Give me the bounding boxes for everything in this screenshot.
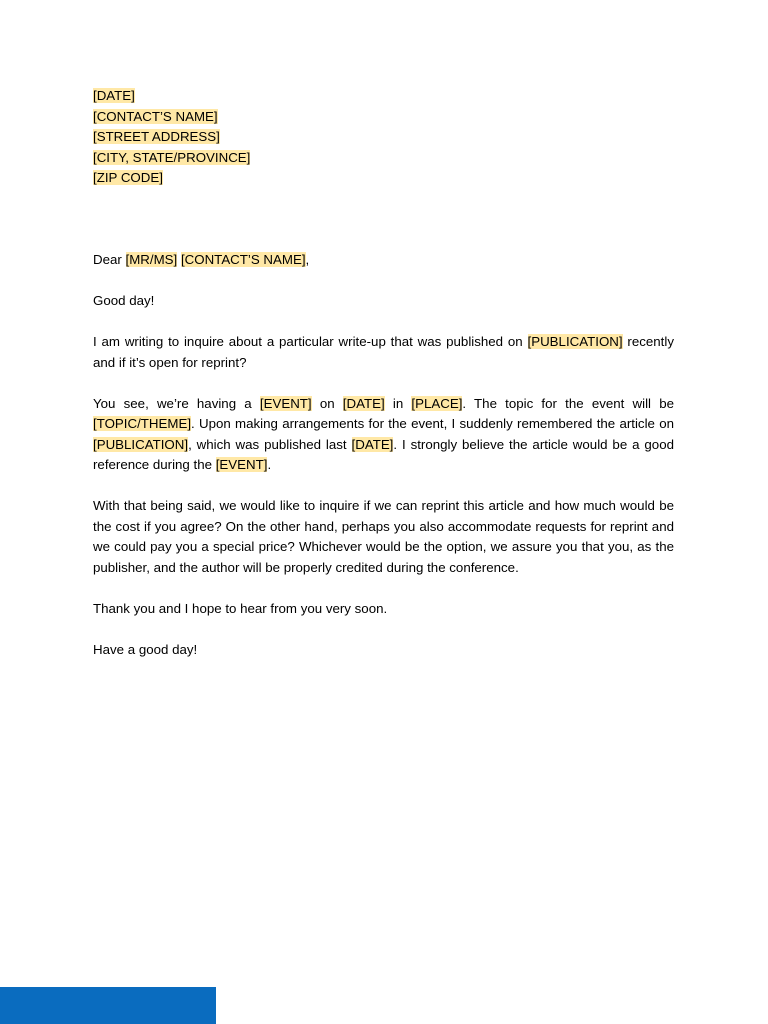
place-placeholder: [PLACE] xyxy=(411,395,463,411)
salutation-prefix: Dear xyxy=(93,252,126,267)
text-run: You see, we’re having a xyxy=(93,395,260,411)
event-placeholder: [EVENT] xyxy=(259,395,312,411)
text-run: recently and if it’s open for reprint? xyxy=(93,334,674,370)
paragraph-thanks: Thank you and I hope to hear from you very soon. xyxy=(93,600,388,616)
text-run: . Upon making arrangements for the event, I suddenly remembered the article on xyxy=(191,416,674,431)
salutation xyxy=(93,250,674,271)
event-placeholder: [EVENT] xyxy=(215,457,268,472)
date-placeholder: [DATE] xyxy=(351,436,394,452)
salutation-title-placeholder: [MR/MS] xyxy=(125,252,178,267)
publication-placeholder: [PUBLICATION] xyxy=(527,334,623,349)
address-line xyxy=(93,107,674,128)
footer-accent-bar xyxy=(0,987,216,1024)
date-line xyxy=(93,86,674,107)
topic-placeholder: [TOPIC/THEME] xyxy=(93,416,192,431)
address-line xyxy=(93,148,674,169)
street-address-placeholder: [STREET ADDRESS] xyxy=(93,129,220,144)
publication-placeholder: [PUBLICATION] xyxy=(93,436,189,452)
date-placeholder: [DATE] xyxy=(93,88,135,103)
address-block xyxy=(93,107,674,189)
paragraph-inquiry xyxy=(93,332,674,373)
salutation-name-placeholder: [CONTACT’S NAME] xyxy=(180,252,306,267)
text-run: . I strongly believe the article would be a good reference during the xyxy=(93,436,674,472)
address-line xyxy=(93,127,674,148)
zip-code-placeholder: [ZIP CODE] xyxy=(93,170,163,185)
paragraph-event xyxy=(93,394,674,476)
paragraph-reprint-request: With that being said, we would like to inquire if we can reprint this article and how much would be the cost if you agree? On the other hand, perhaps you also accommodate requests for reprint and we could pay you a special price? Whichever would be the option, we assure you that you, as the publisher, and the author will be properly credited during the conference. xyxy=(93,498,674,575)
text-run: on xyxy=(311,395,343,411)
text-run: in xyxy=(384,395,412,411)
closing: Have a good day! xyxy=(93,641,198,657)
greeting: Good day! xyxy=(93,293,155,308)
text-run: I am writing to inquire about a particular write-up that was published on xyxy=(93,334,528,349)
salutation-suffix: , xyxy=(305,252,310,267)
text-run: , which was published last xyxy=(188,436,352,452)
date-placeholder: [DATE] xyxy=(342,395,385,411)
address-line xyxy=(93,168,674,189)
letter-body xyxy=(93,86,674,681)
city-state-placeholder: [CITY, STATE/PROVINCE] xyxy=(93,149,251,165)
text-run: . xyxy=(267,457,272,472)
contact-name-placeholder: [CONTACT’S NAME] xyxy=(93,108,218,124)
text-run: . The topic for the event will be xyxy=(462,395,674,411)
